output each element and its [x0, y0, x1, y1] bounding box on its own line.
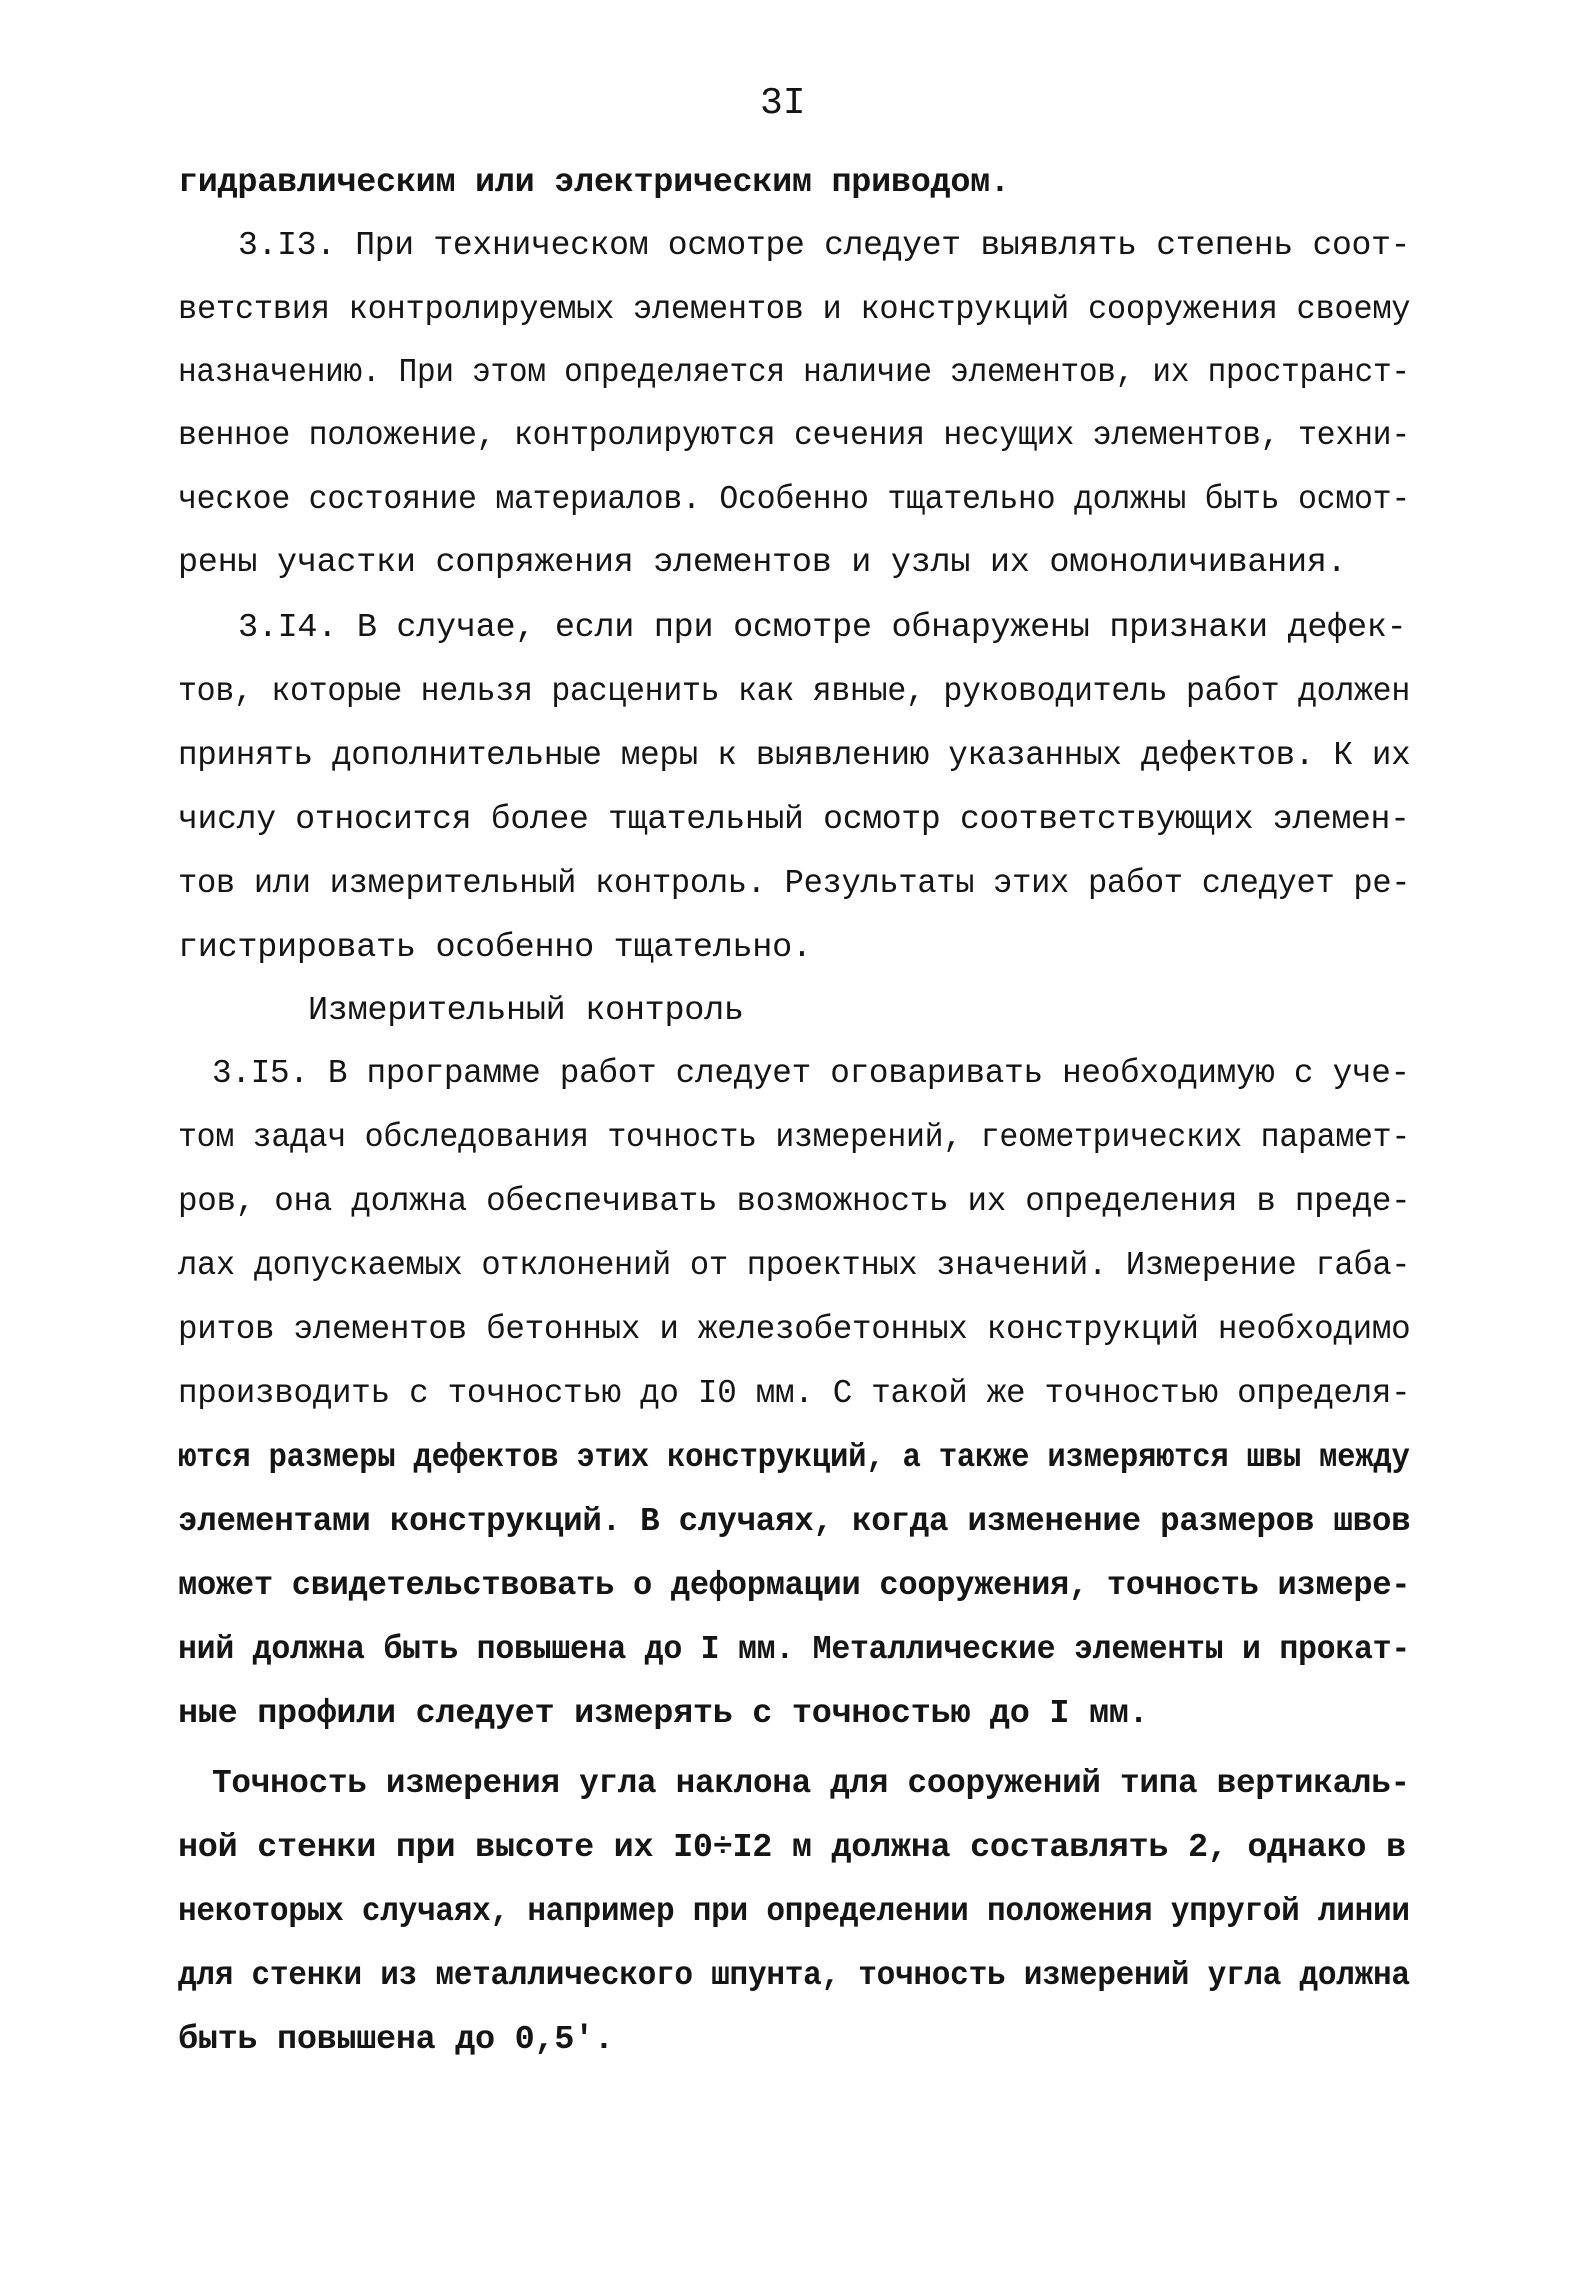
- text-line-18: лах допускаемых отклонений от проектных значений. Измерение габа-: [178, 1247, 1411, 1285]
- text-line-28: некоторых случаях, например при определении положения упругой линии: [178, 1893, 1410, 1931]
- text-line-10: принять дополнительные меры к выявлению указанных дефектов. К их: [178, 737, 1411, 775]
- text-line-27: ной стенки при высоте их I0÷I2 м должна составлять 2, однако в: [178, 1829, 1406, 1867]
- section-heading: Измерительный контроль: [308, 992, 744, 1030]
- text-line-29: для стенки из металлического шпунта, точность измерений угла должна: [178, 1957, 1410, 1995]
- text-line-6: ческое состояние материалов. Особенно тщательно должны быть осмот-: [178, 481, 1411, 519]
- text-line-26: Точность измерения угла наклона для сооружений типа вертикаль-: [212, 1765, 1410, 1803]
- text-line-23: может свидетельствовать о деформации сооружения, точность измере-: [178, 1567, 1411, 1605]
- text-line-8: 3.I4. В случае, если при осмотре обнаружены признаки дефек-: [238, 609, 1407, 647]
- text-line-22: элементами конструкций. В случаях, когда изменение размеров швов: [178, 1503, 1411, 1541]
- text-line-15: 3.I5. В программе работ следует оговаривать необходимую с уче-: [212, 1055, 1410, 1093]
- text-line-7: рены участки сопряжения элементов и узлы их омоноличивания.: [178, 544, 1347, 582]
- page-number: 3I: [760, 82, 806, 125]
- text-line-24: ний должна быть повышена до I мм. Металлические элементы и прокат-: [178, 1631, 1411, 1669]
- text-line-12: тов или измерительный контроль. Результаты этих работ следует ре-: [178, 865, 1411, 903]
- text-line-19: ритов элементов бетонных и железобетонных конструкций необходимо: [178, 1311, 1411, 1349]
- text-line-11: числу относится более тщательный осмотр соответствующих элемен-: [178, 801, 1410, 839]
- text-line-13: гистрировать особенно тщательно.: [178, 929, 812, 967]
- text-line-3: ветствия контролируемых элементов и конструкций сооружения своему: [178, 291, 1411, 329]
- text-line-5: венное положение, контролируются сечения несущих элементов, техни-: [178, 417, 1411, 455]
- text-line-9: тов, которые нельзя расценить как явные, руководитель работ должен: [178, 673, 1411, 711]
- text-line-1: гидравлическим или электрическим приводом.: [178, 164, 1010, 202]
- text-line-17: ров, она должна обеспечивать возможность их определения в преде-: [178, 1183, 1411, 1221]
- text-line-25: ные профили следует измерять с точностью до I мм.: [178, 1695, 1149, 1733]
- text-line-30: быть повышена до 0,5'.: [178, 2021, 614, 2059]
- text-line-21: ются размеры дефектов этих конструкций, а также измеряются швы между: [178, 1439, 1410, 1477]
- text-line-16: том задач обследования точность измерений, геометрических парамет-: [178, 1119, 1411, 1157]
- text-line-20: производить с точностью до I0 мм. С такой же точностью определя-: [178, 1375, 1411, 1413]
- text-line-2: 3.I3. При техническом осмотре следует выявлять степень соот-: [238, 227, 1411, 265]
- text-line-4: назначению. При этом определяется наличие элементов, их пространст-: [178, 354, 1410, 392]
